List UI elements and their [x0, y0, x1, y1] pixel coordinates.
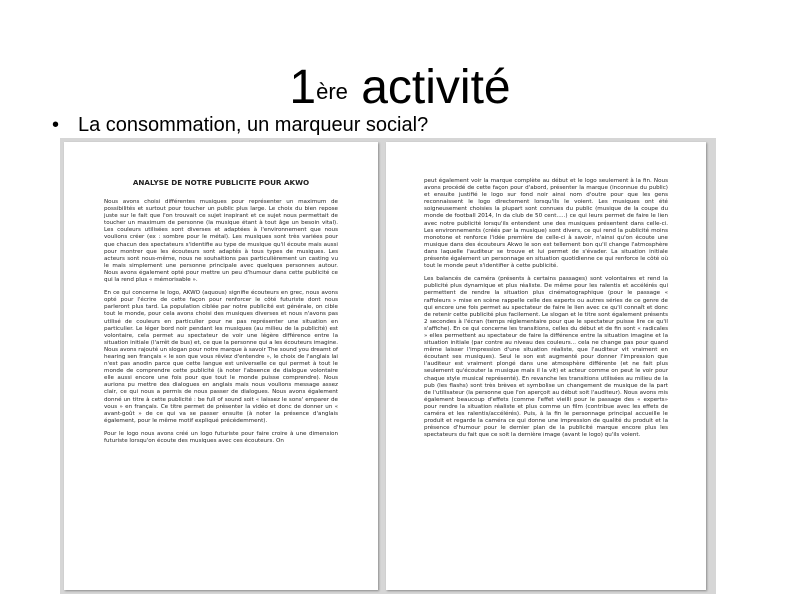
document-paragraph: En ce qui concerne le logo, AKWO (aquous) signifie écouteurs en grec, nous avons opté pour l'écrire de cette façon pour renforcer le côté futuriste dont nous parleront plus tard. La population ciblée par notre publicité est générale, on cible tout le monde, pour cela avons choisi des musiques diverses et nous n'avons pas utilisé de couleurs en particulier pour ne pas représenter une situation en particulier. Le léger bord noir pendant les musiques (au milieu de la publicité) est volontaire, cela permet au spectateur de voir une légère différence entre la situation initiale (l'arrêt de bus) et, ce que la personne qui a les écouteurs imagine. Nous avons rajouté un slogan pour notre marque à savoir The sound you dreamt of hearing sen français « le son que vous rêviez d'entendre », le choix de l'anglais lai n'est pas anodin parce que cette langue est universelle ce qui permet à tout le monde de comprendre cette publicité (à noter l'absence de dialogue volontaire elle aussi encore une fois pour que tout le monde puisse comprendre). Nous aurions pu mettre des dialogues en anglais mais nous voulions message assez clair, ce qui nous a permis de nous passer de dialogues. Nous avons également donné un titre à cette publicité : be full of sound soit « laissez le sons' emparer de vous » en français. Ce titre permet de présenter la vidéo et donc de donner un « avant-goût » de ce qui va se passer ensuite (à noter la présence d'anglais également, pour le même motif expliqué précédemment). [104, 290, 338, 424]
document-paragraph: Nous avons choisi différentes musiques pour représenter un maximum de possibilités et surtout pour toucher un public plus large. Le choix du bien repose juste sur le fait que l'on trouvait ce sujet inspirant et ce sujet nous permettait de toucher un maximum de personne (la musique étant à tout âge un besoin vital). Les couleurs utilisées sont diverses et adaptées à l'environnement que nous voulions créer (ex : sombre pour le métal). Les musiques sont très variées pour que chacun des spectateurs s'identifie au type de musique qu'il écoute mais aussi pour montrer que les écouteurs sont adaptés à tous types de musiques. Les acteurs sont nous-même, nous ne souhaitions pas particulièrement un casting vu le mais simplement une personne principale avec quelques personnes autour. Nous avons également opté pour mettre un peu d'humour dans cette publicité ce qui la rend plus « mémorisable ». [104, 199, 338, 284]
document-paragraph: Pour le logo nous avons créé un logo futuriste pour faire croire à une dimension futuriste lorsqu'on écoute des musiques avec ces écouteurs. On [104, 430, 338, 444]
slide-title-number: 1 [289, 61, 317, 114]
document-page-left [64, 142, 378, 590]
document-heading: ANALYSE DE NOTRE PUBLICITE POUR AKWO [132, 178, 310, 187]
document-screenshot [60, 138, 716, 594]
bullet-marker: • [52, 114, 60, 136]
slide-title-superscript: ère [316, 79, 348, 104]
bullet-text: La consommation, un marqueur social? [78, 114, 429, 136]
slide-title [0, 58, 800, 118]
slide-title-text: activité [347, 61, 511, 114]
document-paragraph: peut également voir la marque complète au début et le logo seulement à la fin. Nous avons procédé de cette façon pour d'abord, présenter la marque (inconnue du public) et ensuite justifié le logo sur fond noir ainsi nom d'outre pour que les gens reconnaissent le logo directement lorsqu'ils le voient. Les musiques ont été soigneusement choisies la plupart sont connues du public (musique de la coupe du monde de football 2014, In da club de 50 cent.....) ce qui leurs permet de faire le lien avec notre publicité lorsqu'ils entendent une des musiques présentent dans celle-ci. Les environnements (créés par la musique) sont divers, ce qui rend la publicité moins monotone et renforce l'idée première de celle-ci à savoir, n'ainsi qu'on écoute une musique dans des écouteurs Akwo le son est tellement bon qu'il change l'atmosphère dans laquelle l'auditeur se trouve et lui permet de s'évader. La situation initiale présente également un personnage en situation quotidienne ce qui renforce le côté où tout le monde peut s'identifier à cette publicité. [424, 178, 668, 270]
bullet-item [52, 112, 428, 138]
document-paragraph: Les balancés de caméra (présents à certains passages) sont volontaires et rend la publicité plus dynamique et plus réaliste. De même pour les ralentis et accélérés qui permettent de rendre la situation plus cinématographique (pour le passage « raffoleurs » mise en scène rappelle celle des experts ou autres séries de ce genre de qui encore une fois permet au spectateur de faire le lien avec ce qu'il connaît et donc de retenir cette publicité plus facilement. Le slogan et le titre sont également présents 2 secondes à l'écran (temps réglementaire pour que le spectateur puisse lire ce qu'il s'affiche). En ce qui concerne les transitions, celles du début et de fin sont « radicales » elles permettent au spectateur de faire la différence entre la situation imagine et la situation initiale (par contre au niveau des couleurs... cela ne change pas pour quand même laisser l'impression d'une situation réaliste, que l'auditeur vit vraiment en écoutant ses musiques). Seul le son est augmenté pour donner l'impression que l'auditeur est vraiment plongé dans une atmosphère différente (et ne fait plus seulement qu'écouter la musique mais il la vit) et acteur comme on peut le voir pour chaque style musical représenté). En revanche les transitions utilisées au milieu de la pub (les flashs) sont très brèves et symbolise un changement de musique de la part de l'utilisateur (la personne que l'on aperçoit au début soit l'auditeur). Nous avons mis également beaucoup d'effets (comme l'effet vieilli pour le passage des « experts» pour rendre la situation réaliste et plus comme un film (contribue avec les effets de caméra et les ralentis/accélérés). Puis, à la fin le personnage principal accueille le produit et regarde la caméra ce qui donne une impression de qualité du produit et la présence d'humour pour le dernier plan de la publicité marque encore plus les spectateurs du fait que ce soit la dernière image (avant le logo) qu'ils voient. [424, 276, 668, 439]
document-page-right [386, 142, 706, 590]
